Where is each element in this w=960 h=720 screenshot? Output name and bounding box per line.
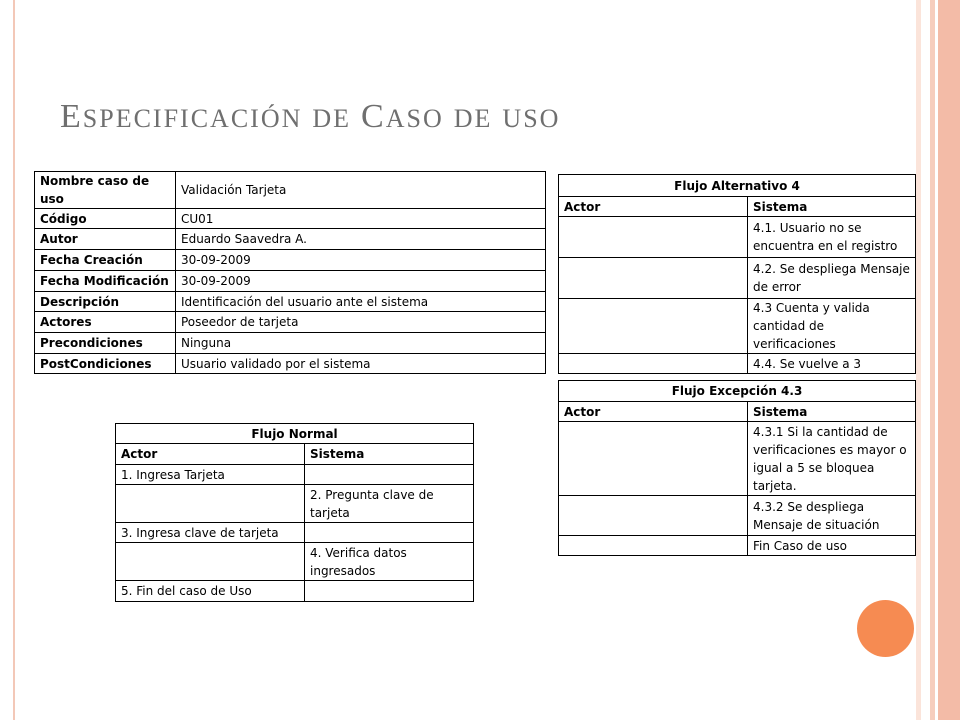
spec-label: Actores — [35, 312, 176, 333]
spec-value: 30-09-2009 — [176, 250, 546, 271]
table-row — [559, 496, 916, 536]
sistema-cell: 4.1. Usuario no se encuentra en el registro — [748, 217, 916, 258]
col-header-sistema: Sistema — [748, 197, 916, 217]
table-row — [559, 422, 916, 496]
table-row — [35, 250, 546, 271]
spec-label: Descripción — [35, 292, 176, 312]
spec-label: Autor — [35, 229, 176, 250]
flujo-normal-table — [115, 423, 474, 602]
slide-title: ESPECIFICACIÓN DE CASO DE USO — [60, 98, 561, 135]
sistema-cell: 4. Verifica datos ingresados — [305, 543, 474, 581]
table-title-row — [559, 381, 916, 402]
flujo-normal-title: Flujo Normal — [116, 424, 474, 444]
sistema-cell: 4.3 Cuenta y valida cantidad de verificaciones — [748, 299, 916, 354]
actor-cell — [116, 543, 305, 581]
actor-cell — [116, 485, 305, 523]
table-title-row — [116, 424, 474, 444]
slide-right-stripes — [916, 0, 960, 720]
sistema-cell: 4.2. Se despliega Mensaje de error — [748, 258, 916, 299]
table-row — [35, 229, 546, 250]
spec-value: Ninguna — [176, 333, 546, 354]
table-row — [116, 485, 474, 523]
use-case-spec-table — [34, 171, 546, 374]
table-row — [116, 465, 474, 485]
sistema-cell: 4.4. Se vuelve a 3 — [748, 354, 916, 374]
spec-label: PostCondiciones — [35, 354, 176, 374]
flujo-alternativo-title: Flujo Alternativo 4 — [559, 175, 916, 197]
sistema-cell: 2. Pregunta clave de tarjeta — [305, 485, 474, 523]
spec-label: Fecha Creación — [35, 250, 176, 271]
flujo-alternativo-table — [558, 174, 916, 374]
sistema-cell — [305, 523, 474, 543]
flujo-excepcion-title: Flujo Excepción 4.3 — [559, 381, 916, 402]
spec-value: Eduardo Saavedra A. — [176, 229, 546, 250]
decorative-circle — [857, 600, 914, 657]
actor-cell — [559, 422, 748, 496]
table-row — [35, 271, 546, 292]
actor-cell — [559, 299, 748, 354]
spec-value: Usuario validado por el sistema — [176, 354, 546, 374]
actor-cell: 1. Ingresa Tarjeta — [116, 465, 305, 485]
col-header-sistema: Sistema — [305, 444, 474, 465]
actor-cell — [559, 258, 748, 299]
actor-cell — [559, 496, 748, 536]
table-row — [559, 354, 916, 374]
actor-cell — [559, 217, 748, 258]
col-header-sistema: Sistema — [748, 402, 916, 422]
table-row — [116, 543, 474, 581]
col-header-actor: Actor — [116, 444, 305, 465]
sistema-cell — [305, 465, 474, 485]
spec-value: Identificación del usuario ante el sistema — [176, 292, 546, 312]
spec-value: CU01 — [176, 209, 546, 229]
table-header-row — [116, 444, 474, 465]
table-header-row — [559, 197, 916, 217]
spec-label: Código — [35, 209, 176, 229]
table-row — [35, 292, 546, 312]
spec-value: Validación Tarjeta — [176, 172, 546, 209]
table-row — [559, 217, 916, 258]
actor-cell: 5. Fin del caso de Uso — [116, 581, 305, 602]
sistema-cell: Fin Caso de uso — [748, 536, 916, 556]
table-row — [35, 312, 546, 333]
slide-left-border — [0, 0, 15, 720]
table-row — [559, 299, 916, 354]
table-row — [35, 209, 546, 229]
actor-cell — [559, 536, 748, 556]
col-header-actor: Actor — [559, 197, 748, 217]
spec-label: Nombre caso de uso — [35, 172, 176, 209]
spec-label: Fecha Modificación — [35, 271, 176, 292]
table-row — [35, 172, 546, 209]
spec-value: Poseedor de tarjeta — [176, 312, 546, 333]
sistema-cell: 4.3.1 Si la cantidad de verificaciones es mayor o igual a 5 se bloquea tarjeta. — [748, 422, 916, 496]
table-row — [35, 333, 546, 354]
sistema-cell — [305, 581, 474, 602]
col-header-actor: Actor — [559, 402, 748, 422]
table-row — [116, 523, 474, 543]
flujo-excepcion-table — [558, 380, 916, 556]
table-row — [559, 258, 916, 299]
sistema-cell: 4.3.2 Se despliega Mensaje de situación — [748, 496, 916, 536]
table-title-row — [559, 175, 916, 197]
actor-cell: 3. Ingresa clave de tarjeta — [116, 523, 305, 543]
table-header-row — [559, 402, 916, 422]
table-row — [116, 581, 474, 602]
table-row — [35, 354, 546, 374]
spec-value: 30-09-2009 — [176, 271, 546, 292]
spec-label: Precondiciones — [35, 333, 176, 354]
actor-cell — [559, 354, 748, 374]
table-row — [559, 536, 916, 556]
